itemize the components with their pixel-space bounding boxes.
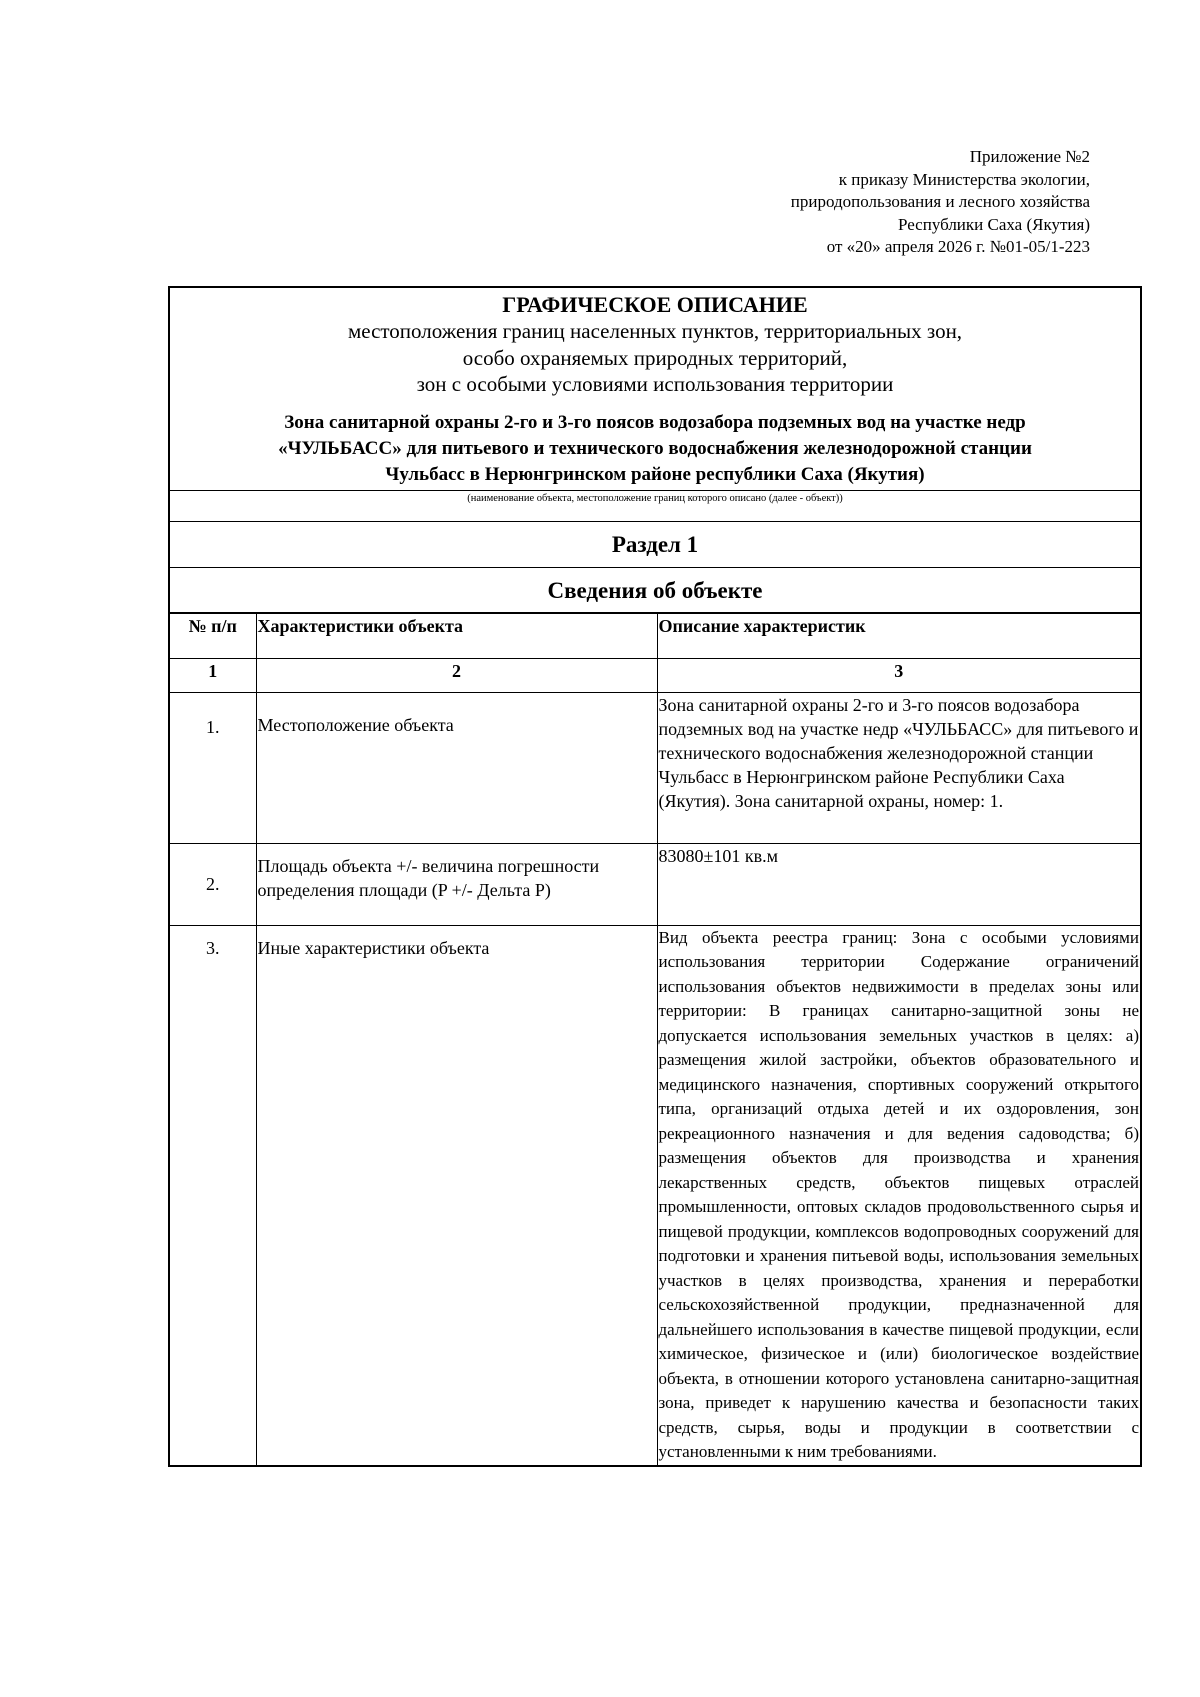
header-block <box>170 288 1140 490</box>
row-number: 1. <box>170 692 256 843</box>
object-name-line: Чульбасс в Нерюнгринском районе республики Саха (Якутия) <box>385 463 925 485</box>
document-frame <box>168 286 1142 1467</box>
table-row <box>170 925 1140 1465</box>
column-numbers-row <box>170 658 1140 692</box>
appendix-line: Приложение №2 <box>969 147 1090 166</box>
row-description: Вид объекта реестра границ: Зона с особыми условиями использования территории Содержание ограничений использования объектов недвижимости в пределах зоны или территории: В границах санитарно-защитной зоны не допускается использования земельных участков в целях: а) размещения жилой застройки, объектов образовательного и медицинского назначения, спортивных сооружений открытого типа, организаций отдыха детей и их оздоровления, зон рекреационного назначения и для ведения садоводства; б) размещения объектов для производства и хранения лекарственных средств, объектов пищевых отраслей промышленности, оптовых складов продовольственного сырья и пищевой продукции, комплексов водопроводных сооружений для подготовки и хранения питьевой воды, использования земельных участков в целях производства, хранения и переработки сельскохозяйственной продукции, предназначенной для дальнейшего использования в качестве пищевой продукции, если химическое, физическое и (или) биологическое воздействие объекта, в отношении которого установлена санитарно-защитная зона, приведет к нарушению качества и безопасности таких средств, сырья, воды и продукции в соответствии с установленными к ним требованиями. <box>657 925 1140 1465</box>
column-number: 1 <box>170 658 256 692</box>
column-number: 2 <box>256 658 657 692</box>
object-name-line: «ЧУЛЬБАСС» для питьевого и технического водоснабжения железнодорожной станции <box>278 437 1032 459</box>
object-caption: (наименование объекта, местоположение границ которого описано (далее - объект)) <box>170 490 1140 522</box>
object-name <box>170 410 1140 490</box>
row-description: Зона санитарной охраны 2-го и 3-го поясов водозабора подземных вод на участке недр «ЧУЛЬБАСС» для питьевого и технического водоснабжения железнодорожной станции Чульбасс в Нерюнгринском районе Республики Саха (Якутия). Зона санитарной охраны, номер: 1. <box>657 692 1140 843</box>
column-header-number: № п/п <box>170 614 256 659</box>
row-characteristic: Иные характеристики объекта <box>256 925 657 1465</box>
section-subtitle: Сведения об объекте <box>170 568 1140 614</box>
document-subtitle-line: особо охраняемых природных территорий, <box>462 345 848 370</box>
document-title: ГРАФИЧЕСКОЕ ОПИСАНИЕ <box>502 292 808 317</box>
appendix-line: от «20» апреля 2026 г. №01-05/1-223 <box>826 237 1090 256</box>
table-header-row <box>170 614 1140 659</box>
column-header-characteristic: Характеристики объекта <box>256 614 657 659</box>
row-number: 2. <box>170 843 256 925</box>
table-row <box>170 692 1140 843</box>
section-title: Раздел 1 <box>170 522 1140 568</box>
table-row <box>170 843 1140 925</box>
appendix-line: природопользования и лесного хозяйства <box>790 192 1090 211</box>
appendix-line: к приказу Министерства экологии, <box>838 169 1090 189</box>
document-subtitle-line: зон с особыми условиями использования территории <box>416 372 894 396</box>
object-name-line: Зона санитарной охраны 2-го и 3-го поясов водозабора подземных вод на участке недр <box>284 411 1026 433</box>
appendix-line: Республики Саха (Якутия) <box>897 214 1090 234</box>
document-subtitle-line: местоположения границ населенных пунктов, территориальных зон, <box>347 319 963 343</box>
column-header-description: Описание характеристик <box>657 614 1140 659</box>
characteristics-table <box>170 614 1140 1465</box>
column-number: 3 <box>657 658 1140 692</box>
row-characteristic: Площадь объекта +/- величина погрешности определения площади (P +/- Дельта P) <box>256 843 657 925</box>
row-description: 83080±101 кв.м <box>657 843 1140 925</box>
row-number: 3. <box>170 925 256 1465</box>
row-characteristic: Местоположение объекта <box>256 692 657 843</box>
appendix-reference <box>570 146 1090 259</box>
